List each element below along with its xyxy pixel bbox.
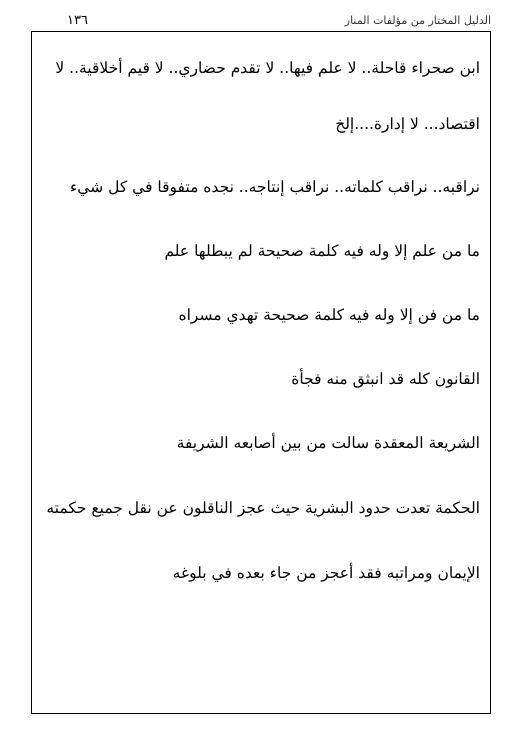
page-header xyxy=(37,13,491,29)
text-line: الشريعة المعقدة سالت من بين أصابعه الشريفة xyxy=(176,434,480,452)
text-line: ابن صحراء قاحلة.. لا علم فيها.. لا تقدم حضاري.. لا قيم أخلاقية.. لا xyxy=(55,59,480,77)
text-line: الحكمة تعدت حدود البشرية حيث عجز الناقلون عن نقل جميع حكمته xyxy=(46,499,480,517)
text-line: القانون كله قد انبثق منه فجأة xyxy=(291,370,480,388)
running-title: الدليل المختار من مؤلفات المنار xyxy=(344,14,491,27)
text-line: اقتصاد... لا إدارة....إلخ xyxy=(335,115,480,133)
text-line: نراقبه.. نراقب كلماته.. نراقب إنتاجه.. نجده متفوقا في كل شيء xyxy=(70,178,480,196)
page-number: ١٣٦ xyxy=(67,13,88,28)
text-line: ما من فن إلا وله فيه كلمة صحيحة تهدي مسراه xyxy=(178,306,480,324)
text-line: ما من علم إلا وله فيه كلمة صحيحة لم يبطلها علم xyxy=(164,242,480,260)
text-line: الإيمان ومراتبه فقد أعجز من جاء بعده في بلوغه xyxy=(172,564,480,582)
